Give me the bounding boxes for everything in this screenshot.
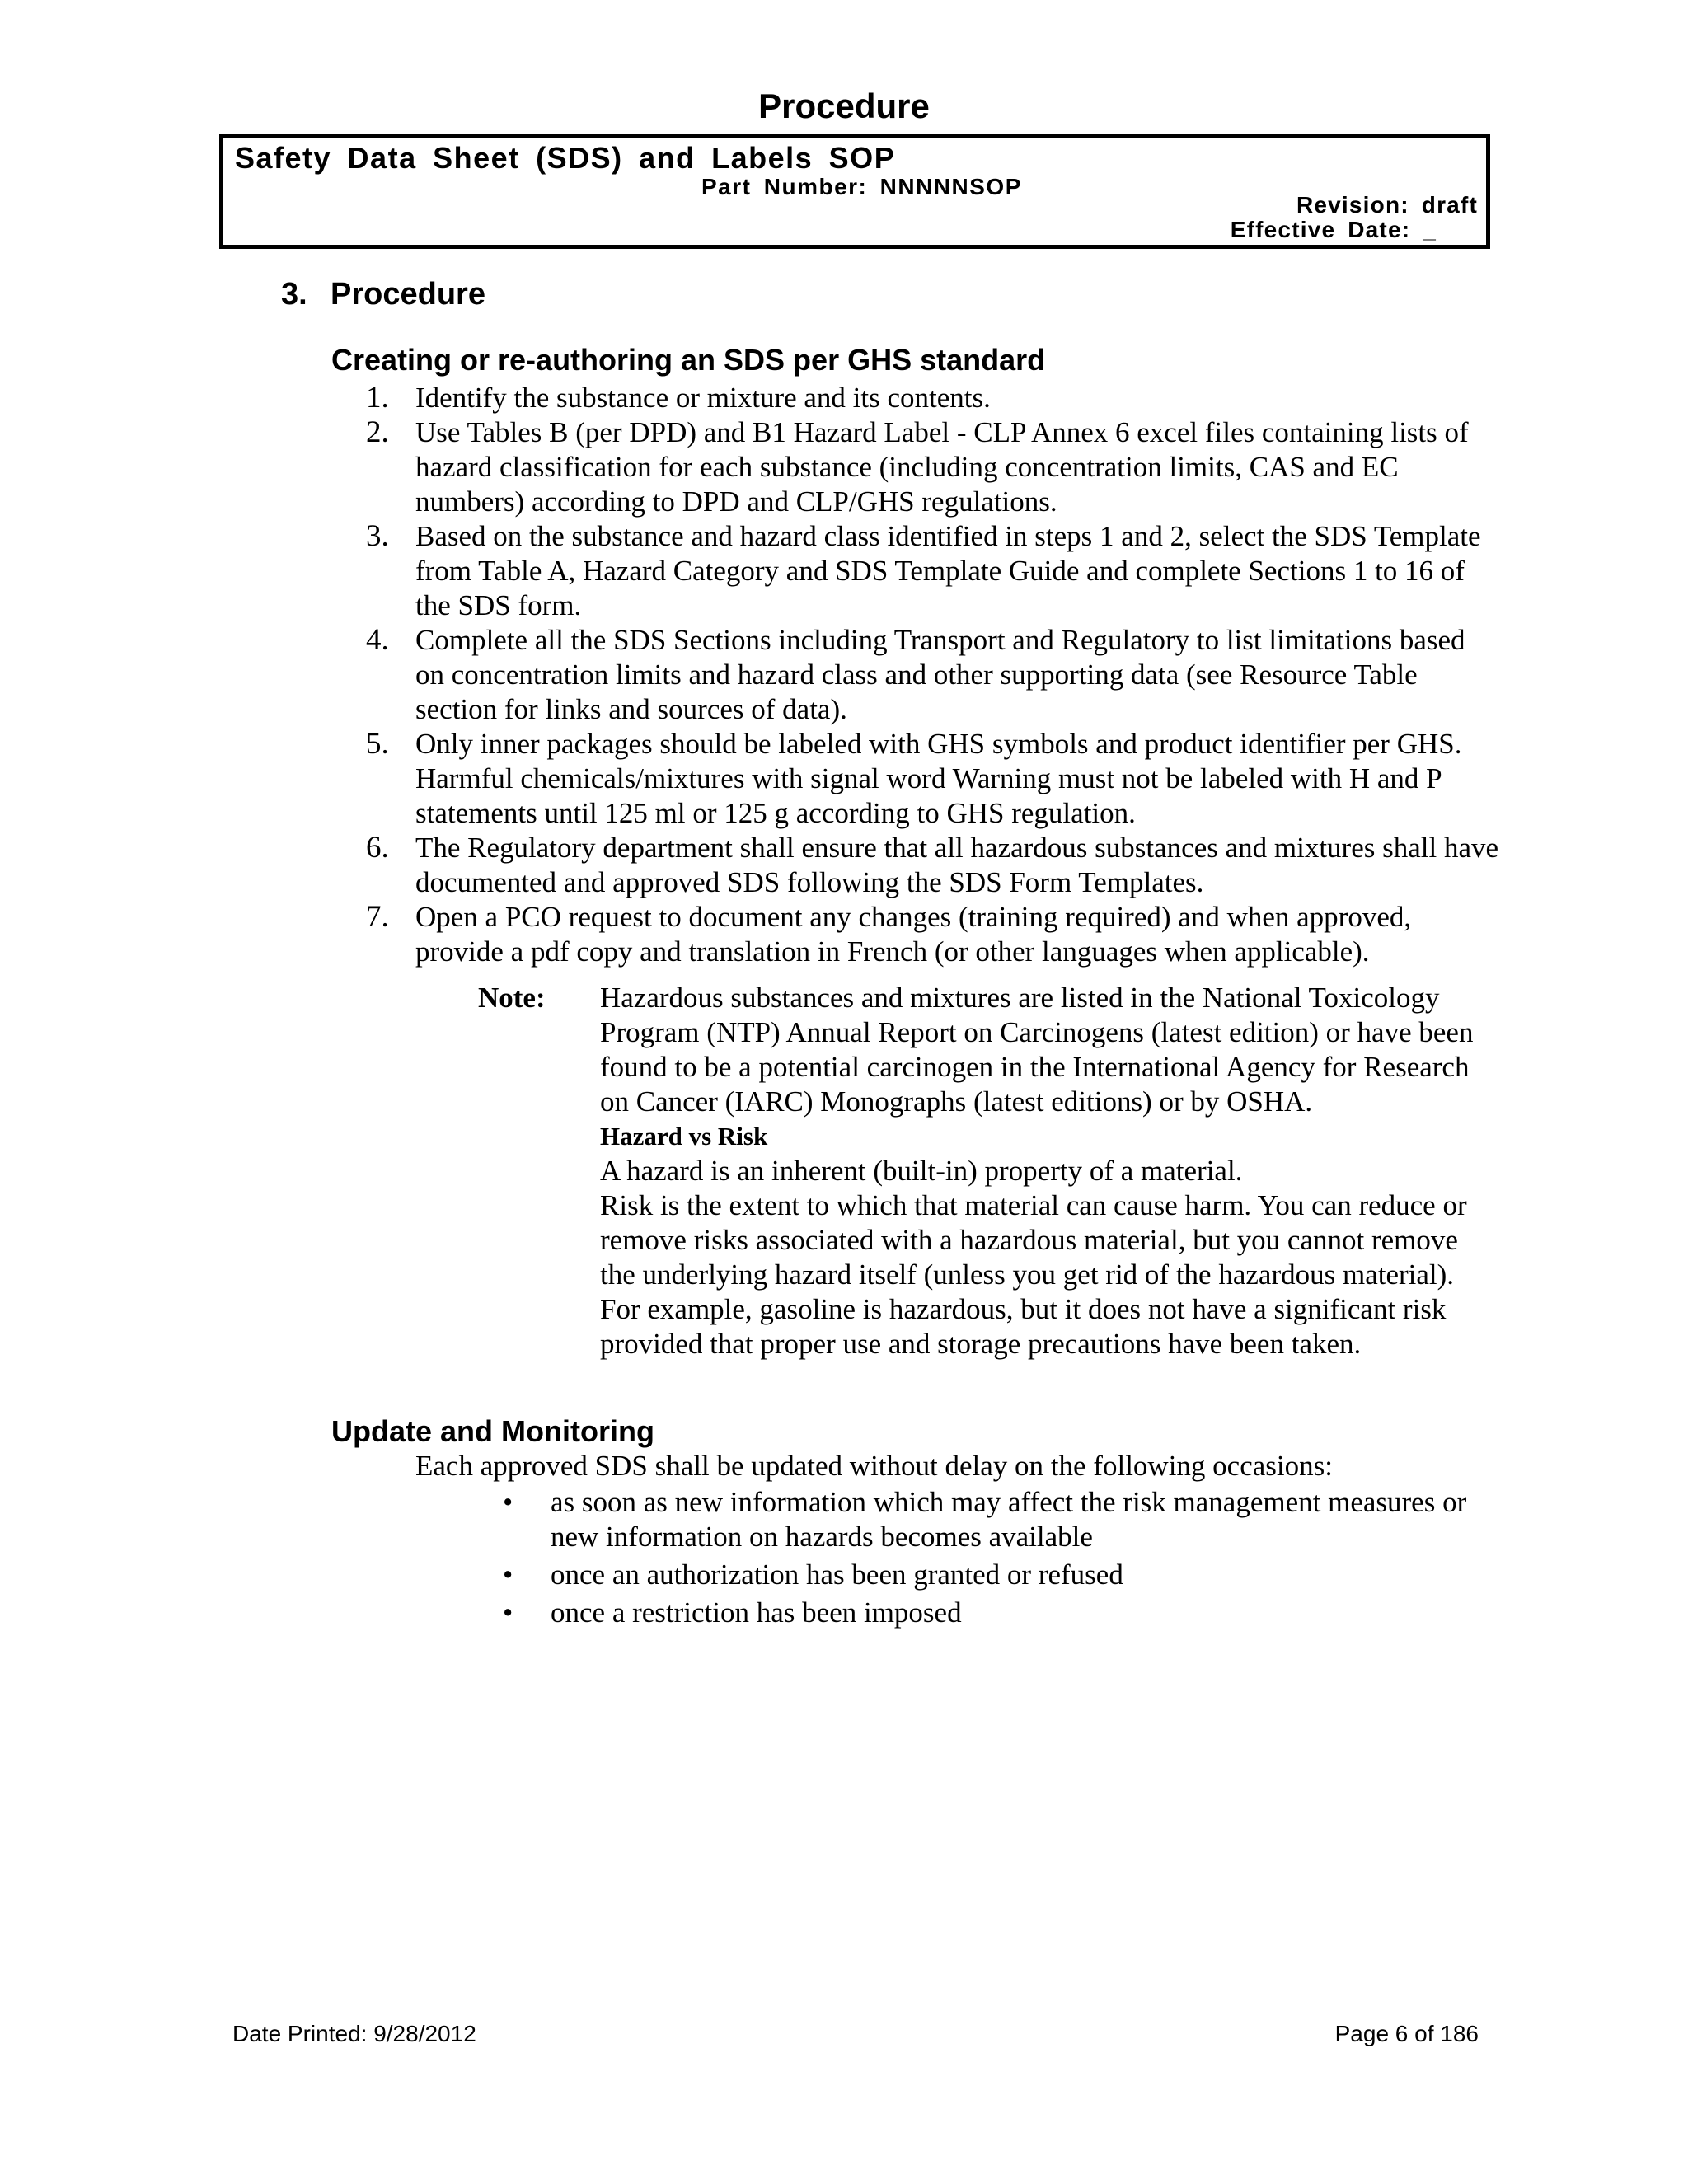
list-item (363, 519, 1500, 623)
bullet-icon: • (503, 1486, 513, 1518)
list-item (498, 1558, 1487, 1592)
note-paragraph: A hazard is an inherent (built-in) property of a material. (600, 1155, 1243, 1187)
step-number: 5. (366, 727, 389, 761)
step-number: 6. (366, 831, 389, 865)
note-subheading: Hazard vs Risk (600, 1122, 768, 1151)
step-text: The Regulatory department shall ensure that all hazardous substances and mixtures shall have documented and approved SDS following the SDS Form Templates. (415, 832, 1499, 898)
effective-date: Effective Date: _ (1230, 217, 1437, 242)
note-paragraph: For example, gasoline is hazardous, but it does not have a significant risk provided that proper use and storage precautions have been taken. (600, 1293, 1447, 1360)
list-item (498, 1485, 1487, 1554)
part-number: Part Number: NNNNNSOP (701, 174, 1022, 199)
list-item (363, 623, 1500, 727)
section-title: Procedure (331, 277, 485, 312)
list-item (363, 831, 1500, 900)
step-text: Based on the substance and hazard class identified in steps 1 and 2, select the SDS Template from Table A, Hazard Category and SDS Template Guide and complete Sections 1 to 16 of the SDS form. (415, 520, 1481, 621)
section-number: 3. (281, 277, 307, 312)
list-item (363, 381, 1500, 415)
list-item (363, 900, 1500, 969)
page-title: Procedure (758, 87, 930, 125)
bullet-text: as soon as new information which may affect the risk management measures or new information on hazards becomes available (551, 1486, 1467, 1553)
step-text: Open a PCO request to document any changes (training required) and when approved, provide a pdf copy and translation in French (or other languages when applicable). (415, 901, 1412, 968)
document-name: Safety Data Sheet (SDS) and Labels SOP (235, 141, 896, 175)
update-occasions-list (498, 1485, 1487, 1633)
note-body (600, 981, 1500, 1361)
step-text: Use Tables B (per DPD) and B1 Hazard Label - CLP Annex 6 excel files containing lists of hazard classification for each substance (including concentration limits, CAS and EC numbers) according to DPD and CLP/GHS regulations. (415, 416, 1469, 518)
note-label: Note: (478, 982, 546, 1014)
bullet-icon: • (503, 1596, 513, 1629)
step-text: Identify the substance or mixture and its contents. (415, 382, 991, 414)
footer-date-printed: Date Printed: 9/28/2012 (232, 2021, 476, 2046)
step-text: Complete all the SDS Sections including Transport and Regulatory to list limitations based on concentration limits and hazard class and other supporting data (see Resource Table section for links and sources of data). (415, 624, 1465, 725)
step-number: 1. (366, 381, 389, 415)
update-monitoring-heading: Update and Monitoring (331, 1414, 654, 1448)
document-header-box (219, 134, 1490, 249)
creating-sds-heading: Creating or re-authoring an SDS per GHS standard (331, 343, 1046, 377)
list-item (363, 727, 1500, 831)
step-text: Only inner packages should be labeled with GHS symbols and product identifier per GHS. Harmful chemicals/mixtures with signal word Warning must not be labeled with H and P statements until 125 ml or 125 g according to GHS regulation. (415, 728, 1462, 829)
list-item (363, 415, 1500, 519)
note-paragraph: Hazardous substances and mixtures are listed in the National Toxicology Program (NTP) Annual Report on Carcinogens (latest edition) or have been found to be a potential carcinogen in the International Agency for Research on Cancer (IARC) Monographs (latest editions) or by OSHA. (600, 982, 1474, 1118)
list-item (498, 1596, 1487, 1630)
note-paragraph: Risk is the extent to which that material can cause harm. You can reduce or remove risks associated with a hazardous material, but you cannot remove the underlying hazard itself (unless you get rid of the hazardous material). (600, 1189, 1467, 1291)
update-intro: Each approved SDS shall be updated without delay on the following occasions: (415, 1450, 1333, 1482)
footer-page-number: Page 6 of 186 (1334, 2021, 1479, 2046)
step-number: 4. (366, 623, 389, 657)
step-number: 7. (366, 900, 389, 934)
revision: Revision: draft (1296, 192, 1478, 218)
bullet-text: once an authorization has been granted or refused (551, 1558, 1123, 1591)
step-number: 3. (366, 519, 389, 553)
bullet-icon: • (503, 1558, 513, 1591)
section-heading (281, 277, 485, 312)
bullet-text: once a restriction has been imposed (551, 1596, 962, 1629)
step-number: 2. (366, 415, 389, 449)
procedure-steps-list (363, 381, 1500, 969)
note-block (478, 981, 1500, 1361)
